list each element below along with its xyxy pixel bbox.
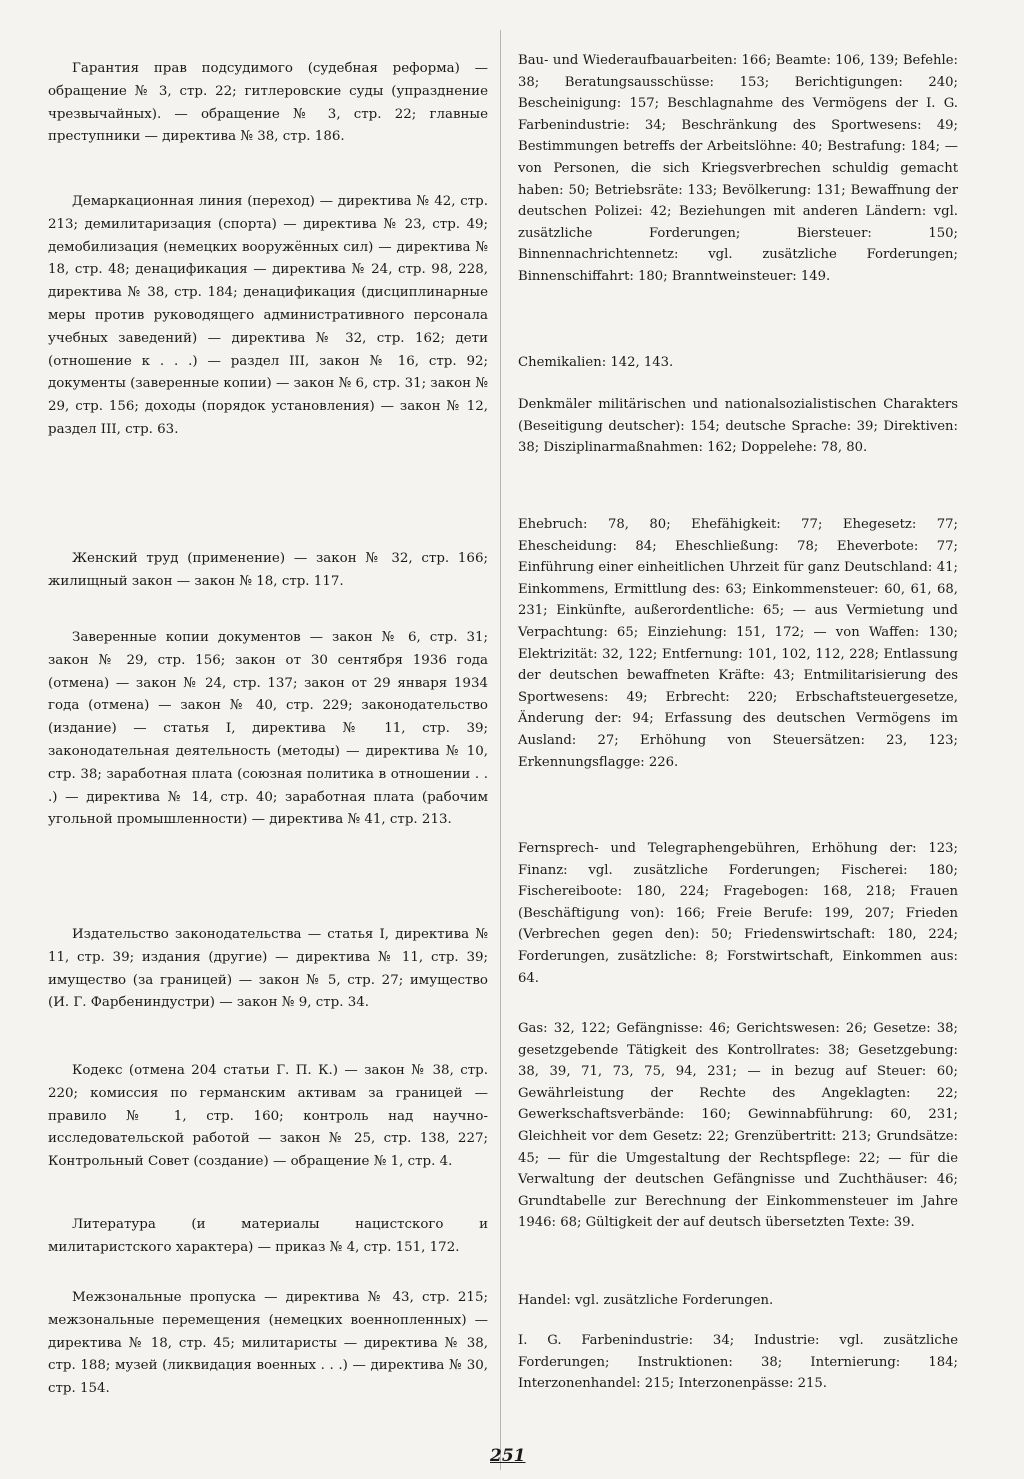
- index-entry-f: Fernsprech- und Telegraphengebühren, Erhöhung der: 123; Finanz: vgl. zusätzliche Forderungen; Fischerei: 180; Fischereiboote: 180, 224; Fragebogen: 168, 218; Frauen (Beschäftigung von): 166; Freie Berufe: 199, 207; Frieden (Verbrechen gegen den): 50; Friedenswirtschaft: 180, 224; Forderungen, zusätzliche: 8; Forstwirtschaft, Einkommen aus: 64.: [518, 841, 958, 986]
- index-entry-b: Bau- und Wiederaufbauarbeiten: 166; Beamte: 106, 139; Befehle: 38; Beratungsausschüsse: 153; Berichtigungen: 240; Bescheinigung: 157; Beschlagnahme des Vermögens der I. G. Farbenindustrie: 34; Beschränkung des Sportwesens: 49; Bestimmungen betreffs der Arbeitslöhne: 40; Bestrafung: 184; — von Personen, die sich Kriegsverbrechen schuldig gemacht haben: 50; Betriebsräte: 133; Bevölkerung: 131; Bewaffnung der deutschen Polizei: 42; Beziehungen mit anderen Ländern: vgl. zusätzliche Forderungen; Biersteuer: 150; Binnennachrichtennetz: vgl. zusätzliche Forderungen; Binnenschiffahrt: 180; Branntweinsteuer: 149.: [518, 53, 958, 284]
- index-entry-d: Демаркационная линия (переход) — директива № 42, стр. 213; демилитаризация (спорта) — директива № 23, стр. 49; демобилизация (немецких вооружённых сил) — директива № 18, стр. 48; денацификация — директива № 24, стр. 98, 228, директива № 38, стр. 184; денацификация (дисциплинарные меры против руководящего административного персонала учебных заведений) — директива № 32, стр. 162; дети (отношение к . . .) — раздел III, закон № 16, стр. 92; документы (заверенные копии) — закон № 6, стр. 31; закон № 29, стр. 156; доходы (порядок установления) — закон № 12, раздел III, стр. 63.: [48, 194, 488, 437]
- index-entry-g: Гарантия прав подсудимого (судебная реформа) — обращение № 3, стр. 22; гитлеровские суды (упразднение чрезвычайных). — обращение № 3, стр. 22; главные преступники — директива № 38, стр. 186.: [48, 61, 488, 145]
- index-entry-e: Ehebruch: 78, 80; Ehefähigkeit: 77; Ehegesetz: 77; Ehescheidung: 84; Eheschließung: 78; Eheverbote: 77; Einführung einer einheitlichen Uhrzeit für ganz Deutschland: 41; Einkommens, Ermittlung des: 63; Einkommensteuer: 60, 61, 68, 231; Einkünfte, außerordentliche: 65; — aus Vermietung und Verpachtung: 65; Einziehung: 151, 172; — von Waffen: 130; Elektrizität: 32, 122; Entfernung: 101, 102, 112, 228; Entlassung der deutschen bewaffneten Kräfte: 43; Entmilitarisierung des Sportwesens: 49; Erbrecht: 220; Erbschaftsteuergesetze, Änderung der: 94; Erfassung des deutschen Vermögens im Ausland: 27; Erhöhung von Steuersätzen: 23, 123; Erkennungsflagge: 226.: [518, 517, 958, 770]
- index-entry-de: Denkmäler militärischen und nationalsozialistischen Charakters (Beseitigung deutscher): 154; deutsche Sprache: 39; Direktiven: 38; Disziplinarmaßnahmen: 162; Doppelehe: 78, 80.: [518, 397, 958, 456]
- index-entry-i: Издательство законодательства — статья I, директива № 11, стр. 39; издания (другие) — директива № 11, стр. 39; имущество (за границей) — закон № 5, стр. 27; имущество (И. Г. Фарбениндустри) — закон № 9, стр. 34.: [48, 927, 488, 1011]
- index-entry-h: Handel: vgl. zusätzliche Forderungen.: [518, 1293, 774, 1308]
- column-divider: [500, 30, 501, 1470]
- index-entry-zh: Женский труд (применение) — закон № 32, стр. 166; жилищный закон — закон № 18, стр. 117.: [48, 551, 488, 589]
- index-entry-k: Кодекс (отмена 204 статьи Г. П. К.) — закон № 38, стр. 220; комиссия по германским активам за границей — правило № 1, стр. 160; контроль над научно-исследовательской работой — закон № 25, стр. 138, 227; Контрольный Совет (создание) — обращение № 1, стр. 4.: [48, 1063, 488, 1170]
- index-entry-i-de: I. G. Farbenindustrie: 34; Industrie: vgl. zusätzliche Forderungen; Instruktionen: 38; Internierung: 184; Interzonenhandel: 215; Interzonenpässe: 215.: [518, 1333, 958, 1392]
- page-number: 251: [490, 1446, 526, 1466]
- index-entry-c: Chemikalien: 142, 143.: [518, 355, 674, 370]
- index-entry-l: Литература (и материалы нацистского и милитаристского характера) — приказ № 4, стр. 151, 172.: [48, 1217, 488, 1255]
- index-entry-m: Межзональные пропуска — директива № 43, стр. 215; межзональные перемещения (немецких военнопленных) — директива № 18, стр. 45; милитаристы — директива № 38, стр. 188; музей (ликвидация военных . . .) — директива № 30, стр. 154.: [48, 1290, 488, 1397]
- index-entry-z: Заверенные копии документов — закон № 6, стр. 31; закон № 29, стр. 156; закон от 30 сентября 1936 года (отмена) — закон № 24, стр. 137; закон от 29 января 1934 года (отмена) — закон № 40, стр. 229; законодательство (издание) — статья I, директива № 11, стр. 39; законодательная деятельность (методы) — директива № 10, стр. 38; заработная плата (союзная политика в отношении . . .) — директива № 14, стр. 40; заработная плата (рабочим угольной промышленности) — директива № 41, стр. 213.: [48, 630, 488, 828]
- index-entry-ge: Gas: 32, 122; Gefängnisse: 46; Gerichtswesen: 26; Gesetze: 38; gesetzgebende Tätigkeit des Kontrollrates: 38; Gesetzgebung: 38, 39, 71, 73, 75, 94, 231; — in bezug auf Steuer: 60; Gewährleistung der Rechte des Angeklagten: 22; Gewerkschaftsverbände: 160; Gewinnabführung: 60, 231; Gleichheit vor dem Gesetz: 22; Grenzübertritt: 213; Grundsätze: 45; — für die Umgestaltung der Rechtspflege: 22; — für die Verwaltung der deutschen Gefängnisse und Zuchthäuser: 46; Grundtabelle zur Berechnung der Einkommensteuer im Jahre 1946: 68; Gültigkeit der auf deutsch übersetzten Texte: 39.: [518, 1021, 958, 1231]
